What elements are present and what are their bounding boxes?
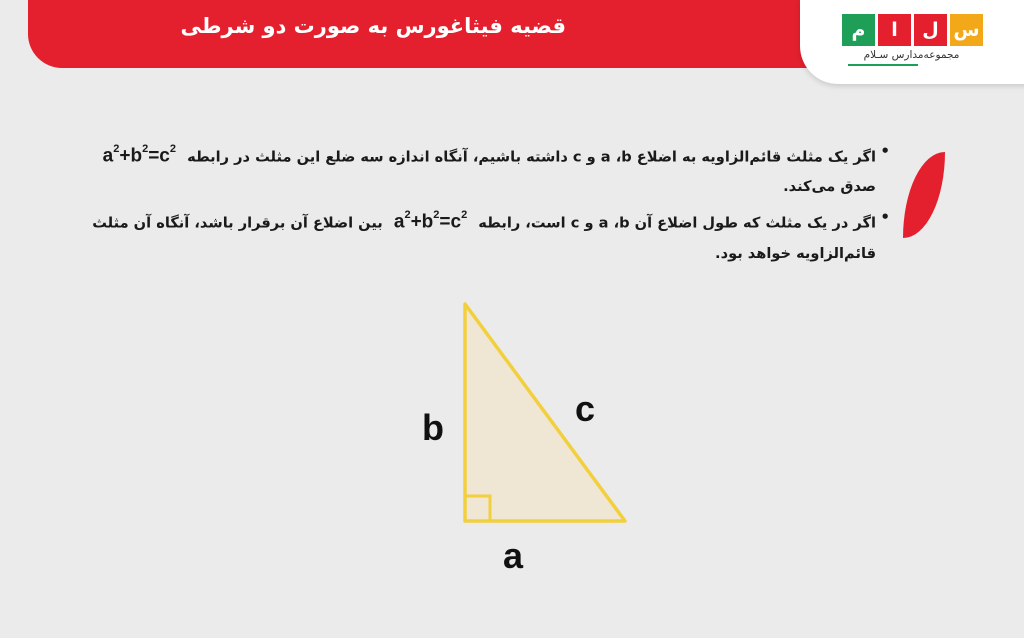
side-label-a: a — [503, 535, 524, 576]
bullet2-formula: $a^2+b^2=c^2$ — [393, 209, 468, 233]
side-label-b: b — [422, 407, 444, 448]
bullet1-text: اگر یک مثلث قائم‌الزاویه به اضلاع a ،b و c داشته باشیم، آنگاه اندازه سه ضلع این مثلث در رابطه — [187, 148, 876, 166]
bullet1-tail: صدق می‌کند. — [783, 178, 876, 196]
logo-subtitle: مجموعه‌مدارس سـلام — [863, 49, 960, 61]
side-label-c: c — [575, 388, 596, 429]
bullet2-tail: بین اضلاع آن برقرار باشد، آنگاه آن مثلث قائم‌الزاویه خواهد بود. — [92, 214, 876, 262]
logo-tile-lam: ل — [914, 14, 947, 46]
logo-tile-alef: ا — [878, 14, 911, 46]
bullet2-text: اگر در یک مثلث که طول اضلاع آن a ،b و c است، رابطه — [478, 214, 876, 232]
logo-tile-mim: م — [842, 14, 875, 46]
bullet1-formula: $a^2+b^2=c^2$ — [102, 143, 176, 167]
page-title: قضیه فیثاغورس به صورت دو شرطی — [180, 14, 566, 38]
triangle-shape — [465, 304, 625, 521]
logo-tile-sin: س — [950, 14, 983, 46]
